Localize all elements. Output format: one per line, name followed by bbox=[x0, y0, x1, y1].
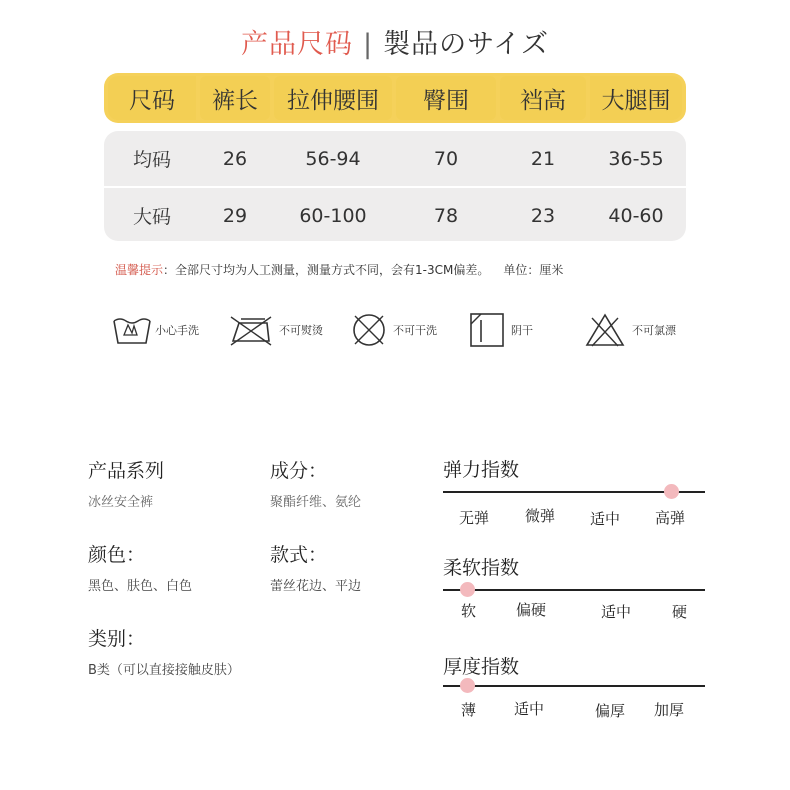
scale-line bbox=[443, 589, 705, 591]
scale-label: 适中 bbox=[601, 603, 632, 621]
care-label: 不可干洗 bbox=[393, 324, 437, 337]
spec-material bbox=[270, 456, 361, 510]
scale-label: 适中 bbox=[590, 510, 621, 528]
cell-waist: 60-100 bbox=[299, 204, 367, 227]
header-length: 裤长 bbox=[200, 76, 270, 120]
header-thigh: 大腿围 bbox=[590, 76, 682, 120]
cell-length: 26 bbox=[222, 147, 248, 170]
cell-hip: 78 bbox=[433, 204, 459, 227]
scale-title: 弹力指数 bbox=[443, 459, 520, 481]
cell-thigh: 36-55 bbox=[608, 147, 664, 170]
measurement-note bbox=[115, 261, 563, 278]
size-table-header bbox=[104, 73, 686, 123]
header-rise: 裆高 bbox=[500, 76, 586, 120]
scale-label: 软 bbox=[461, 602, 477, 620]
care-label: 小心手洗 bbox=[155, 324, 199, 337]
scale-line bbox=[443, 685, 705, 687]
spec-category-key: 类别： bbox=[88, 628, 146, 650]
care-item-no-iron bbox=[229, 308, 323, 352]
spec-material-value: 聚酯纤维、氨纶 bbox=[270, 495, 362, 510]
spec-style-value: 蕾丝花边、平边 bbox=[270, 579, 362, 594]
note-unit: 单位：厘米 bbox=[503, 263, 564, 277]
elasticity-scale bbox=[443, 455, 705, 535]
scale-label: 薄 bbox=[461, 701, 477, 719]
no-iron-icon bbox=[229, 313, 273, 347]
no-dry-clean-icon bbox=[351, 312, 387, 348]
table-row bbox=[108, 131, 682, 186]
spec-series-key: 产品系列 bbox=[88, 460, 165, 482]
scale-title: 厚度指数 bbox=[443, 656, 520, 678]
scale-indicator bbox=[664, 484, 679, 499]
hand-wash-icon bbox=[112, 313, 152, 347]
no-bleach-icon bbox=[584, 312, 626, 348]
scale-title: 柔软指数 bbox=[443, 557, 520, 579]
cell-waist: 56-94 bbox=[305, 147, 361, 170]
cell-rise: 23 bbox=[530, 204, 556, 227]
spec-series-value: 冰丝安全裤 bbox=[88, 495, 154, 510]
scale-label: 硬 bbox=[672, 603, 688, 621]
spec-color bbox=[88, 540, 192, 594]
softness-scale bbox=[443, 553, 705, 633]
scale-label: 偏厚 bbox=[595, 702, 626, 720]
spec-category-value: B类（可以直接接触皮肤） bbox=[88, 663, 240, 678]
title-cn: 产品尺码 bbox=[241, 29, 354, 60]
cell-size: 均码 bbox=[132, 149, 171, 171]
cell-hip: 70 bbox=[433, 147, 459, 170]
care-label: 不可熨烫 bbox=[279, 324, 323, 337]
care-item-hand-wash bbox=[112, 308, 199, 352]
scale-label: 高弹 bbox=[655, 509, 686, 527]
care-label: 不可氯漂 bbox=[632, 324, 676, 337]
cell-rise: 21 bbox=[530, 147, 556, 170]
care-label: 阴干 bbox=[511, 324, 533, 337]
title-jp: 製品のサイズ bbox=[383, 29, 549, 60]
header-waist: 拉伸腰围 bbox=[274, 76, 392, 120]
spec-style-key: 款式： bbox=[270, 544, 328, 566]
scale-label: 加厚 bbox=[654, 701, 685, 719]
page-title bbox=[0, 22, 790, 61]
header-size: 尺码 bbox=[108, 76, 196, 120]
thickness-scale bbox=[443, 652, 705, 732]
title-separator: | bbox=[363, 29, 374, 60]
spec-series bbox=[88, 456, 164, 510]
header-hip: 臀围 bbox=[396, 76, 496, 120]
note-text: ：全部尺寸均为人工测量，测量方式不同，会有1-3CM偏差。 bbox=[163, 263, 490, 277]
scale-label: 无弹 bbox=[459, 509, 490, 527]
cell-length: 29 bbox=[222, 204, 248, 227]
size-table bbox=[104, 73, 686, 241]
care-item-shade-dry bbox=[469, 308, 533, 352]
care-item-no-dry-clean bbox=[351, 308, 437, 352]
scale-indicator bbox=[460, 678, 475, 693]
care-item-no-bleach bbox=[584, 308, 676, 352]
spec-color-key: 颜色： bbox=[88, 544, 146, 566]
spec-material-key: 成分： bbox=[270, 460, 328, 482]
spec-color-value: 黑色、肤色、白色 bbox=[88, 579, 193, 594]
scale-label: 偏硬 bbox=[516, 601, 547, 619]
size-table-body bbox=[104, 131, 686, 241]
table-row bbox=[108, 188, 682, 243]
cell-thigh: 40-60 bbox=[608, 204, 664, 227]
shade-dry-icon bbox=[469, 312, 505, 348]
scale-indicator bbox=[460, 582, 475, 597]
scale-label: 适中 bbox=[514, 700, 545, 718]
cell-size: 大码 bbox=[132, 206, 171, 228]
spec-category bbox=[88, 624, 240, 678]
scale-label: 微弹 bbox=[525, 507, 556, 525]
spec-style bbox=[270, 540, 361, 594]
note-label: 温馨提示 bbox=[115, 263, 164, 277]
